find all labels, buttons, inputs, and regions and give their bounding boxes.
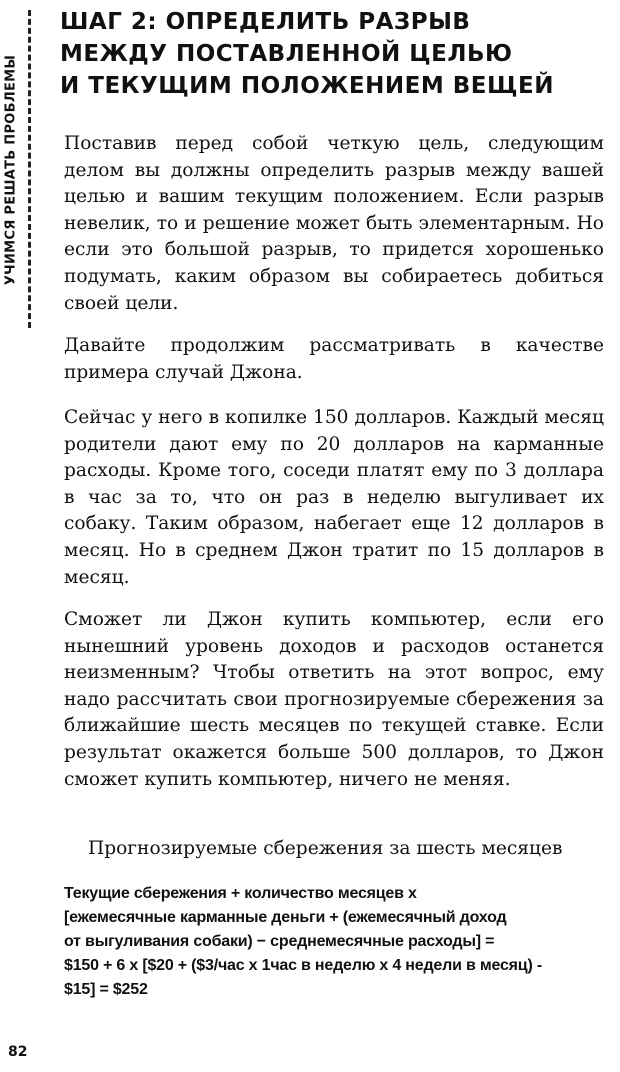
running-section-title-text: УЧИМСЯ РЕШАТЬ ПРОБЛЕМЫ <box>3 54 19 286</box>
formula-line: Текущие сбережения + количество месяцев х <box>64 885 417 902</box>
side-dashed-rule <box>28 10 31 328</box>
section-heading-line-2: МЕЖДУ ПОСТАВЛЕННОЙ ЦЕЛЬЮ <box>60 41 513 67</box>
formula-line: $15] = $252 <box>64 981 148 998</box>
section-heading <box>60 6 600 102</box>
section-heading-line-1: ШАГ 2: ОПРЕДЕЛИТЬ РАЗРЫВ <box>60 9 471 35</box>
paragraph-john-finances: Сейчас у него в копилке 150 долларов. Каждый месяц родители дают ему по 20 долларов на карманные расходы. Кроме того, соседи платят ему по 3 доллара в час за то, что он раз в неделю выгуливает их собаку. Таким образом, набегает еще 12 долларов в месяц. Но в среднем Джон тратит по 15 долларов в месяц. <box>64 407 604 588</box>
paragraph-example-intro: Давайте продолжим рассматривать в качестве примера случай Джона. <box>64 335 604 383</box>
page-number: 82 <box>8 1044 28 1060</box>
paragraph-gap-definition: Поставив перед собой четкую цель, следующим делом вы должны определить разрыв между вашей целью и вашим текущим положением. Если разрыв невелик, то и решение может быть элементарным. Но если это большой разрыв, то придется хорошенько подумать, каким образом вы собираетесь добиться своей цели. <box>64 133 604 314</box>
formula-line: [ежемесячные карманные деньги + (ежемесячный доход <box>64 909 507 926</box>
formula-title: Прогнозируемые сбережения за шесть месяцев <box>88 838 563 859</box>
formula-line: $150 + 6 х [$20 + ($3/час х 1час в неделю х 4 недели в месяц) - <box>64 957 542 974</box>
paragraph-question: Сможет ли Джон купить компьютер, если его нынешний уровень доходов и расходов останется неизменным? Чтобы ответить на этот вопрос, ему надо рассчитать свои прогнозируемые сбережения за ближайшие шесть месяцев по текущей ставке. Если результат окажется больше 500 долларов, то Джон сможет купить компьютер, ничего не меняя. <box>64 609 604 790</box>
section-heading-line-3: И ТЕКУЩИМ ПОЛОЖЕНИЕМ ВЕЩЕЙ <box>60 73 554 99</box>
savings-formula <box>64 882 614 1002</box>
formula-line: от выгуливания собаки) − среднемесячные расходы] = <box>64 933 495 950</box>
running-section-title <box>0 0 22 340</box>
